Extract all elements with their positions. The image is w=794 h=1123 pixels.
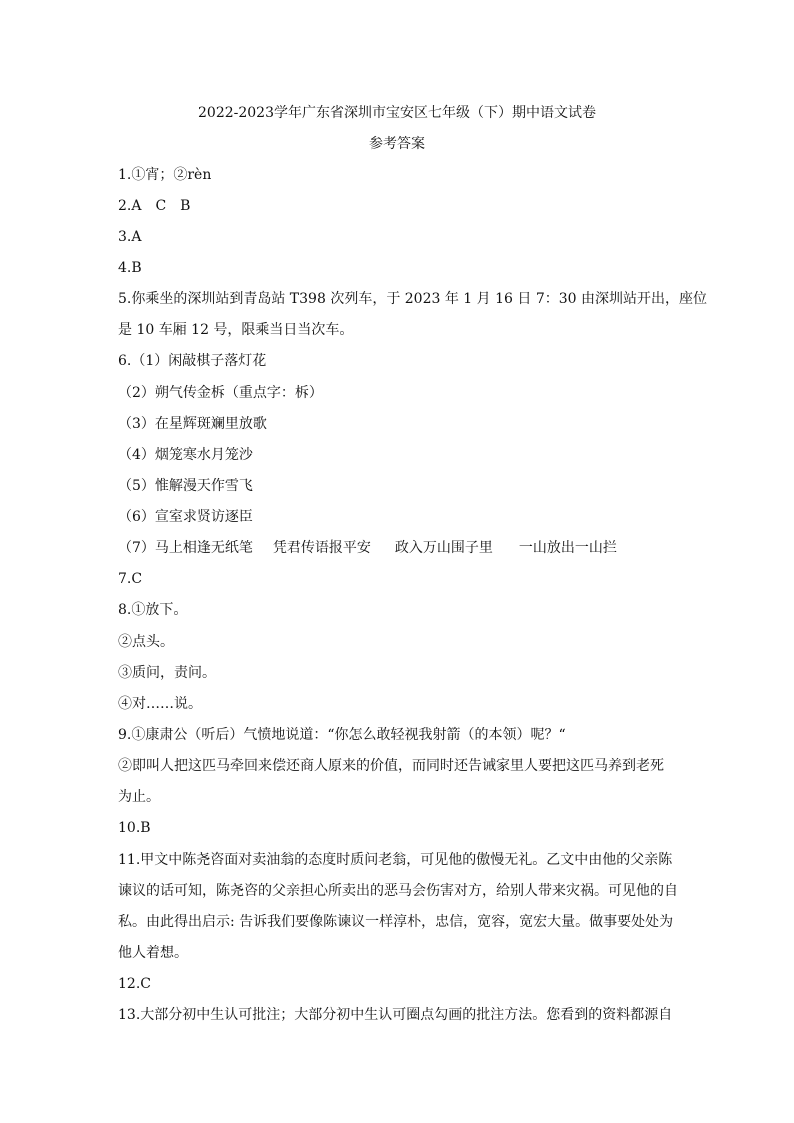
answer-6-item-1: 6.（1）闲敲棋子落灯花 [118,353,267,369]
answer-3: 3.A [118,229,142,245]
answer-11-line-3: 私。由此得出启示: 告诉我们要像陈谏议一样淳朴，忠信，宽容，宽宏大量。做事要处处为 [118,914,674,930]
answer-8-item-2: ②点头。 [118,634,174,650]
answer-6-item-7-phrase-1: （7）马上相逢无纸笔 [118,540,253,556]
answer-6-item-3: （3）在星辉斑斓里放歌 [118,416,267,432]
answer-11-line-2: 谏议的话可知，陈尧咨的父亲担心所卖出的恶马会伤害对方，给别人带来灾祸。可见他的自 [118,883,678,899]
answer-7: 7.C [118,571,143,587]
answer-9-item-1: 9.①康肃公（听后）气愤地说道：“你怎么敢轻视我射箭（的本领）呢？“ [118,727,566,743]
answer-6-item-2: （2）朔气传金柝（重点字：柝） [118,385,323,401]
answer-6-item-5: （5）惟解漫天作雪飞 [118,478,253,494]
answer-6-item-7-phrase-3: 政入万山围子里 [394,540,493,556]
answer-9-item-2-line-1: ②即叫人把这匹马牵回来偿还商人原来的价值，而同时还告诫家里人要把这匹马养到老死 [118,758,664,774]
answer-9-item-2-line-2: 为止。 [118,789,160,805]
answer-5-line-1: 5.你乘坐的深圳站到青岛站 T398 次列车，于 2023 年 1 月 16 日 7：30 由深圳站开出，座位 [118,291,707,307]
answer-8-item-1: 8.①放下。 [118,602,188,618]
answer-6-item-4: （4）烟笼寒水月笼沙 [118,447,253,463]
answer-11-line-4: 他人着想。 [118,945,188,961]
answer-11-line-1: 11.甲文中陈尧咨面对卖油翁的态度时质问老翁，可见他的傲慢无礼。乙文中由他的父亲陈 [118,852,673,868]
answer-5-line-2: 是 10 车厢 12 号，限乘当日当次车。 [118,322,354,338]
document-subtitle: 参考答案 [369,136,425,152]
answer-1: 1.①宵；②rèn [118,167,212,183]
answer-6-item-7-phrase-2: 凭君传语报平安 [272,540,371,556]
answer-8-item-4: ④对……说。 [118,696,202,712]
answer-2: 2.A C B [118,198,191,214]
answer-10: 10.B [118,820,151,836]
answer-8-item-3: ③质问，责问。 [118,665,216,681]
answer-6-item-6: （6）宣室求贤访逐臣 [118,509,253,525]
answer-4: 4.B [118,260,142,276]
answer-6-item-7 [118,538,617,558]
document-title: 2022-2023学年广东省深圳市宝安区七年级（下）期中语文试卷 [198,105,596,121]
answer-13: 13.大部分初中生认可批注；大部分初中生认可圈点勾画的批注方法。您看到的资料都源自 [118,1007,673,1023]
answer-12: 12.C [118,976,151,992]
answer-6-item-7-phrase-4: 一山放出一山拦 [518,540,617,556]
